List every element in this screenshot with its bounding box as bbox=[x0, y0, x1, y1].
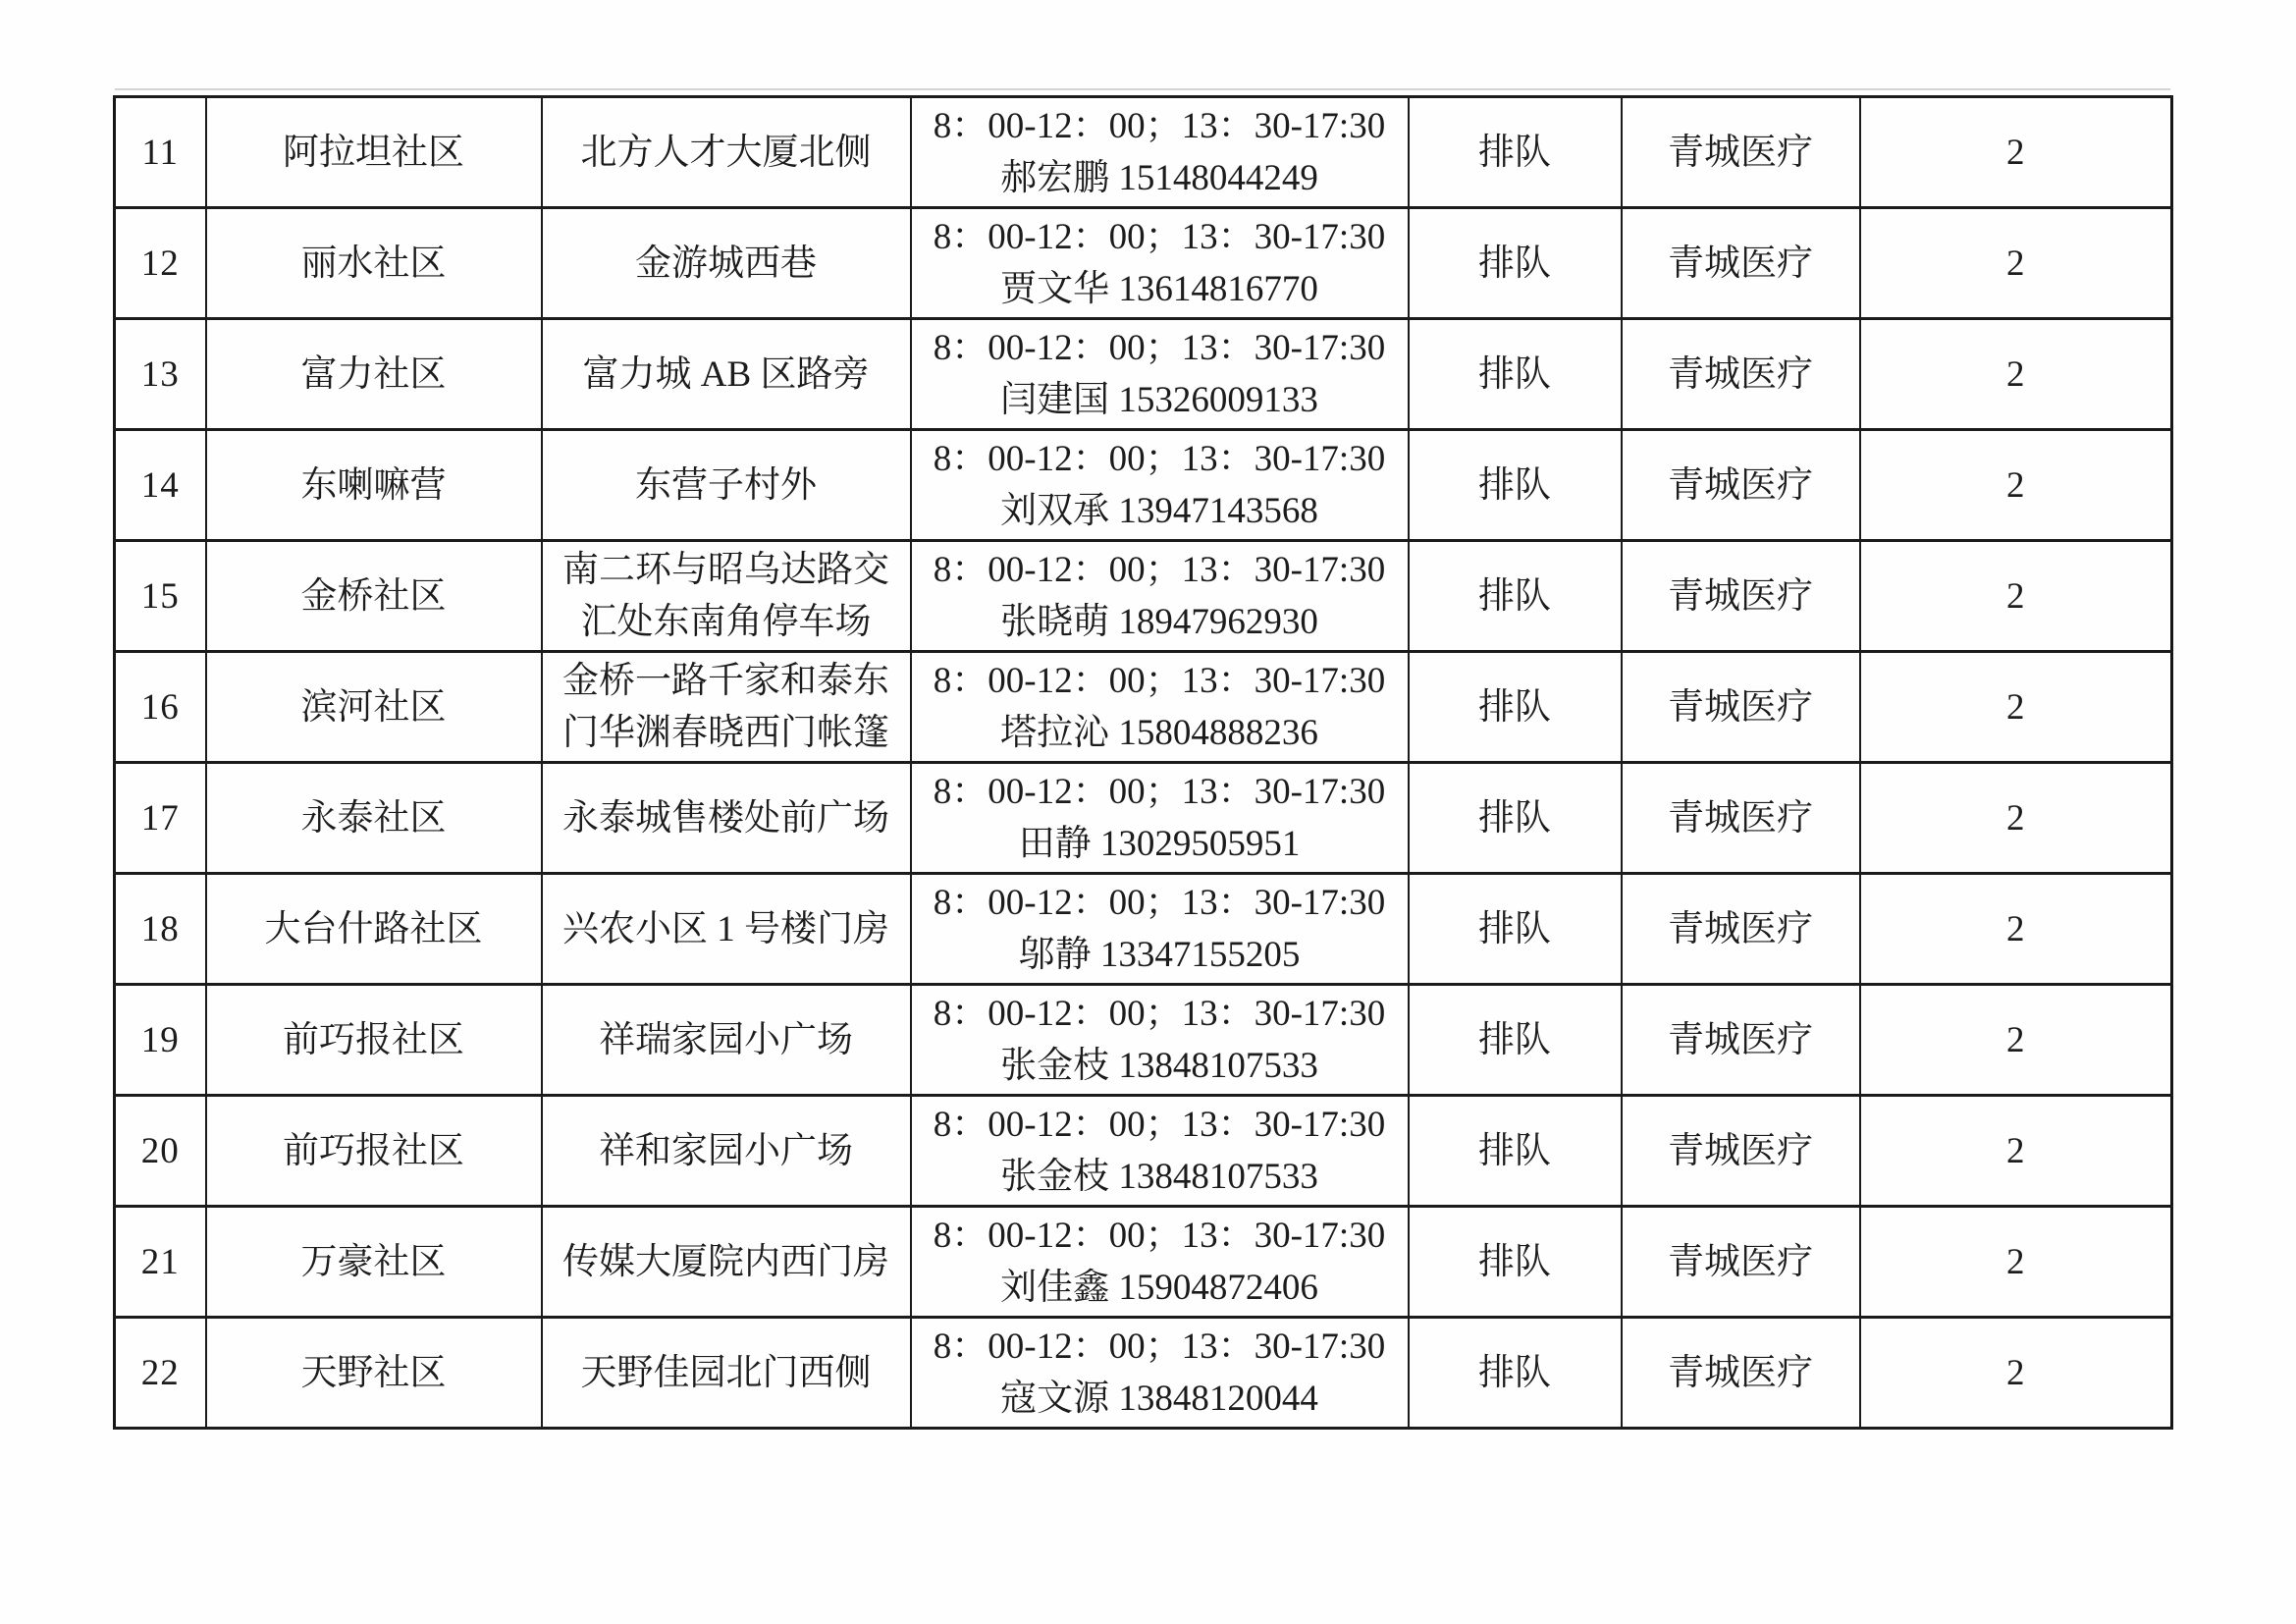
community-cell: 富力社区 bbox=[206, 319, 542, 430]
method-cell: 排队 bbox=[1409, 208, 1622, 319]
row-number-cell: 18 bbox=[115, 874, 206, 985]
table-row bbox=[115, 874, 2172, 985]
schedule-cell bbox=[911, 541, 1409, 652]
method-cell: 排队 bbox=[1409, 985, 1622, 1096]
staff-count-cell: 2 bbox=[1860, 763, 2172, 874]
community-cell: 大台什路社区 bbox=[206, 874, 542, 985]
schedule-cell bbox=[911, 430, 1409, 541]
location-cell: 金游城西巷 bbox=[542, 208, 911, 319]
contact-person-phone: 张金枝 13848107533 bbox=[1000, 1046, 1318, 1086]
roster-table-body bbox=[115, 97, 2172, 1429]
community-cell: 天野社区 bbox=[206, 1318, 542, 1429]
schedule-time-text: 8：00-12：00；13：30-17:30 bbox=[933, 883, 1386, 923]
staff-count-cell: 2 bbox=[1860, 1096, 2172, 1207]
contact-person-phone: 闫建国 15326009133 bbox=[1000, 380, 1318, 420]
method-cell: 排队 bbox=[1409, 763, 1622, 874]
provider-cell: 青城医疗 bbox=[1622, 763, 1860, 874]
row-number-cell: 22 bbox=[115, 1318, 206, 1429]
provider-cell: 青城医疗 bbox=[1622, 541, 1860, 652]
row-number-cell: 20 bbox=[115, 1096, 206, 1207]
schedule-cell bbox=[911, 1207, 1409, 1318]
schedule-time-text: 8：00-12：00；13：30-17:30 bbox=[933, 550, 1386, 590]
schedule-time-text: 8：00-12：00；13：30-17:30 bbox=[933, 1105, 1386, 1145]
schedule-time-text: 8：00-12：00；13：30-17:30 bbox=[933, 328, 1386, 368]
row-number-cell: 14 bbox=[115, 430, 206, 541]
provider-cell: 青城医疗 bbox=[1622, 1207, 1860, 1318]
contact-person-phone: 张金枝 13848107533 bbox=[1000, 1157, 1318, 1197]
community-cell: 金桥社区 bbox=[206, 541, 542, 652]
schedule-cell bbox=[911, 97, 1409, 208]
schedule-time-text: 8：00-12：00；13：30-17:30 bbox=[933, 106, 1386, 146]
staff-count-cell: 2 bbox=[1860, 652, 2172, 763]
provider-cell: 青城医疗 bbox=[1622, 97, 1860, 208]
staff-count-cell: 2 bbox=[1860, 97, 2172, 208]
community-cell: 前巧报社区 bbox=[206, 985, 542, 1096]
contact-person-phone: 田静 13029505951 bbox=[1018, 824, 1301, 864]
community-cell: 东喇嘛营 bbox=[206, 430, 542, 541]
provider-cell: 青城医疗 bbox=[1622, 1096, 1860, 1207]
table-row bbox=[115, 319, 2172, 430]
schedule-time-text: 8：00-12：00；13：30-17:30 bbox=[933, 994, 1386, 1034]
schedule-cell bbox=[911, 763, 1409, 874]
row-number-cell: 19 bbox=[115, 985, 206, 1096]
location-cell: 传媒大厦院内西门房 bbox=[542, 1207, 911, 1318]
staff-count-cell: 2 bbox=[1860, 430, 2172, 541]
method-cell: 排队 bbox=[1409, 652, 1622, 763]
provider-cell: 青城医疗 bbox=[1622, 652, 1860, 763]
contact-person-phone: 寇文源 13848120044 bbox=[1000, 1379, 1318, 1419]
schedule-cell bbox=[911, 319, 1409, 430]
provider-cell: 青城医疗 bbox=[1622, 430, 1860, 541]
location-cell: 天野佳园北门西侧 bbox=[542, 1318, 911, 1429]
contact-person-phone: 刘双承 13947143568 bbox=[1000, 491, 1318, 531]
testing-sites-table bbox=[113, 95, 2173, 1430]
location-cell: 祥瑞家园小广场 bbox=[542, 985, 911, 1096]
contact-person-phone: 郝宏鹏 15148044249 bbox=[1000, 158, 1318, 198]
provider-cell: 青城医疗 bbox=[1622, 874, 1860, 985]
table-row bbox=[115, 97, 2172, 208]
location-cell: 祥和家园小广场 bbox=[542, 1096, 911, 1207]
method-cell: 排队 bbox=[1409, 1096, 1622, 1207]
contact-person-phone: 贾文华 13614816770 bbox=[1000, 269, 1318, 309]
location-cell: 富力城 AB 区路旁 bbox=[542, 319, 911, 430]
staff-count-cell: 2 bbox=[1860, 319, 2172, 430]
method-cell: 排队 bbox=[1409, 541, 1622, 652]
table-row bbox=[115, 1207, 2172, 1318]
schedule-time-text: 8：00-12：00；13：30-17:30 bbox=[933, 772, 1386, 812]
contact-person-phone: 塔拉沁 15804888236 bbox=[1000, 713, 1318, 753]
roster-table-container bbox=[113, 95, 2170, 1430]
schedule-cell bbox=[911, 874, 1409, 985]
staff-count-cell: 2 bbox=[1860, 1318, 2172, 1429]
provider-cell: 青城医疗 bbox=[1622, 1318, 1860, 1429]
schedule-time-text: 8：00-12：00；13：30-17:30 bbox=[933, 1326, 1386, 1367]
row-number-cell: 15 bbox=[115, 541, 206, 652]
schedule-time-text: 8：00-12：00；13：30-17:30 bbox=[933, 439, 1386, 479]
row-number-cell: 12 bbox=[115, 208, 206, 319]
schedule-cell bbox=[911, 208, 1409, 319]
staff-count-cell: 2 bbox=[1860, 874, 2172, 985]
community-cell: 永泰社区 bbox=[206, 763, 542, 874]
table-row bbox=[115, 1318, 2172, 1429]
location-cell: 永泰城售楼处前广场 bbox=[542, 763, 911, 874]
schedule-time-text: 8：00-12：00；13：30-17:30 bbox=[933, 1216, 1386, 1256]
community-cell: 前巧报社区 bbox=[206, 1096, 542, 1207]
location-cell: 东营子村外 bbox=[542, 430, 911, 541]
location-cell: 金桥一路千家和泰东门华渊春晓西门帐篷 bbox=[542, 652, 911, 763]
previous-page-border-line bbox=[115, 88, 2170, 90]
schedule-cell bbox=[911, 652, 1409, 763]
staff-count-cell: 2 bbox=[1860, 208, 2172, 319]
row-number-cell: 17 bbox=[115, 763, 206, 874]
schedule-cell bbox=[911, 1318, 1409, 1429]
row-number-cell: 21 bbox=[115, 1207, 206, 1318]
schedule-cell bbox=[911, 985, 1409, 1096]
method-cell: 排队 bbox=[1409, 319, 1622, 430]
table-row bbox=[115, 208, 2172, 319]
provider-cell: 青城医疗 bbox=[1622, 208, 1860, 319]
contact-person-phone: 邬静 13347155205 bbox=[1018, 935, 1301, 975]
community-cell: 丽水社区 bbox=[206, 208, 542, 319]
contact-person-phone: 刘佳鑫 15904872406 bbox=[1000, 1268, 1318, 1308]
table-row bbox=[115, 652, 2172, 763]
location-cell: 兴农小区 1 号楼门房 bbox=[542, 874, 911, 985]
staff-count-cell: 2 bbox=[1860, 985, 2172, 1096]
method-cell: 排队 bbox=[1409, 1207, 1622, 1318]
table-row bbox=[115, 541, 2172, 652]
staff-count-cell: 2 bbox=[1860, 1207, 2172, 1318]
method-cell: 排队 bbox=[1409, 97, 1622, 208]
row-number-cell: 11 bbox=[115, 97, 206, 208]
location-cell: 北方人才大厦北侧 bbox=[542, 97, 911, 208]
community-cell: 阿拉坦社区 bbox=[206, 97, 542, 208]
row-number-cell: 16 bbox=[115, 652, 206, 763]
method-cell: 排队 bbox=[1409, 1318, 1622, 1429]
schedule-time-text: 8：00-12：00；13：30-17:30 bbox=[933, 217, 1386, 257]
method-cell: 排队 bbox=[1409, 874, 1622, 985]
staff-count-cell: 2 bbox=[1860, 541, 2172, 652]
table-row bbox=[115, 985, 2172, 1096]
table-row bbox=[115, 763, 2172, 874]
provider-cell: 青城医疗 bbox=[1622, 319, 1860, 430]
schedule-cell bbox=[911, 1096, 1409, 1207]
community-cell: 万豪社区 bbox=[206, 1207, 542, 1318]
schedule-time-text: 8：00-12：00；13：30-17:30 bbox=[933, 661, 1386, 701]
community-cell: 滨河社区 bbox=[206, 652, 542, 763]
row-number-cell: 13 bbox=[115, 319, 206, 430]
location-cell: 南二环与昭乌达路交汇处东南角停车场 bbox=[542, 541, 911, 652]
provider-cell: 青城医疗 bbox=[1622, 985, 1860, 1096]
table-row bbox=[115, 430, 2172, 541]
table-row bbox=[115, 1096, 2172, 1207]
method-cell: 排队 bbox=[1409, 430, 1622, 541]
contact-person-phone: 张晓萌 18947962930 bbox=[1000, 602, 1318, 642]
